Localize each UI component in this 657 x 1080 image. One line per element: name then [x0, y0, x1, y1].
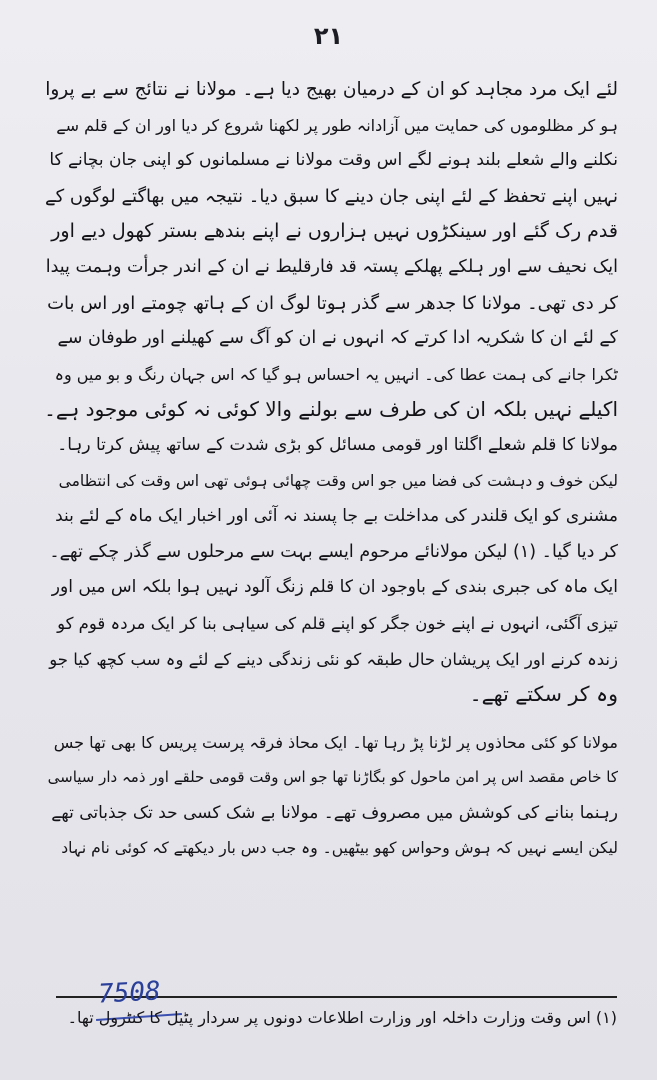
text-line: رہنما بنانے کی کوشش میں مصروف تھے۔ مولانا بے شک کسی حد تک جذباتی تھے	[51, 802, 618, 823]
paragraph-2	[44, 428, 618, 713]
body-text	[44, 72, 618, 867]
text-line: کر دی تھی۔ مولانا کا جدھر سے گذر ہوتا لوگ ان کے ہاتھ چومتے اور اس بات	[47, 292, 618, 314]
text-line: کر دیا گیا۔ (۱) لیکن مولانائے مرحوم ایسے بہت سے مرحلوں سے گذر چکے تھے۔	[49, 541, 618, 562]
text-line: قدم رک گئے اور سینکڑوں نہیں ہزاروں نے اپنے بندھے بستر کھول دیے اور	[51, 220, 618, 243]
text-line: نہیں اپنے تحفظ کے لئے اپنی جان دینے کا سبق دیا۔ نتیجہ میں بھاگتے لوگوں کے	[45, 185, 618, 207]
text-line: تیزی آگئی، انہوں نے اپنے خون جگر کو اپنے قلم کی سیاہی بنا کر ایک مردہ قوم کو	[57, 613, 618, 633]
text-line: ایک ماہ کی جبری بندی کے باوجود ان کا قلم زنگ آلود نہیں ہوا بلکہ اس میں اور	[51, 577, 618, 598]
text-line: ہو کر مظلوموں کی حمایت میں آزادانہ طور پر لکھنا شروع کر دیا اور ان کے قلم سے	[56, 115, 618, 135]
handwritten-stamp: 7508	[97, 976, 162, 1010]
text-line: اکیلے نہیں بلکہ ان کی طرف سے بولنے والا کوئی نہ کوئی موجود ہے۔	[44, 397, 618, 422]
paragraph-1	[44, 72, 618, 428]
paragraph-3	[44, 725, 618, 867]
text-line: زندہ کرنے اور ایک پریشان حال طبقہ کو نئی زندگی دینے کے لئے وہ سب کچھ کیا جو	[49, 649, 618, 669]
text-line: ایک نحیف سے اور ہلکے پھلکے پستہ قد فارقلیط نے ان کے اندر جرأت وہمت پیدا	[45, 256, 618, 277]
text-line: لیکن خوف و دہشت کی فضا میں جو اس وقت چھائی ہوئی تھی اس وقت کی انتظامی	[58, 471, 618, 490]
text-line: ٹکرا جانے کی ہمت عطا کی۔ انہیں یہ احساس ہو گیا کہ اس جہان رنگ و بو میں وہ	[54, 364, 618, 384]
paragraph-gap	[44, 713, 618, 725]
text-line: مولانا کو کئی محاذوں پر لڑنا پڑ رہا تھا۔ ایک محاذ فرقہ پرست پریس کا بھی تھا جس	[53, 732, 618, 752]
text-line: کا خاص مقصد اس پر امن ماحول کو بگاڑنا تھا جو اس وقت قومی حلقے اور ذمہ دار سیاسی	[47, 768, 618, 787]
text-line: مشنری کو ایک قلندر کی مداخلت بے جا پسند نہ آئی اور اخبار ایک ماہ کے لئے بند	[55, 506, 618, 527]
text-line: مولانا کا قلم شعلے اگلتا اور قومی مسائل کو بڑی شدت کے ساتھ پیش کرتا رہا۔	[57, 434, 618, 455]
text-line: نکلنے والے شعلے بلند ہونے لگے اس وقت مولانا نے مسلمانوں کو اپنی جان بچانے کا	[49, 150, 618, 171]
text-line: لئے ایک مرد مجاہد کو ان کے درمیان بھیج دیا ہے۔ مولانا نے نتائج سے بے پروا	[45, 79, 618, 100]
page-number: ۲۱	[313, 22, 344, 50]
text-line: کے لئے ان کا شکریہ ادا کرتے کہ انہوں نے ان کو آگ سے کھیلنے اور طوفان سے	[57, 328, 618, 349]
text-line: لیکن ایسے نہیں کہ ہوش وحواس کھو بیٹھیں۔ وہ جب دس بار دیکھتے کہ کوئی نام نہاد	[61, 839, 618, 858]
footnote: (۱) اس وقت وزارت داخلہ اور وزارت اطلاعات دونوں پر سردار پٹیل کا کنٹرول تھا۔	[67, 1008, 617, 1027]
text-line: وہ کر سکتے تھے۔	[469, 682, 618, 707]
